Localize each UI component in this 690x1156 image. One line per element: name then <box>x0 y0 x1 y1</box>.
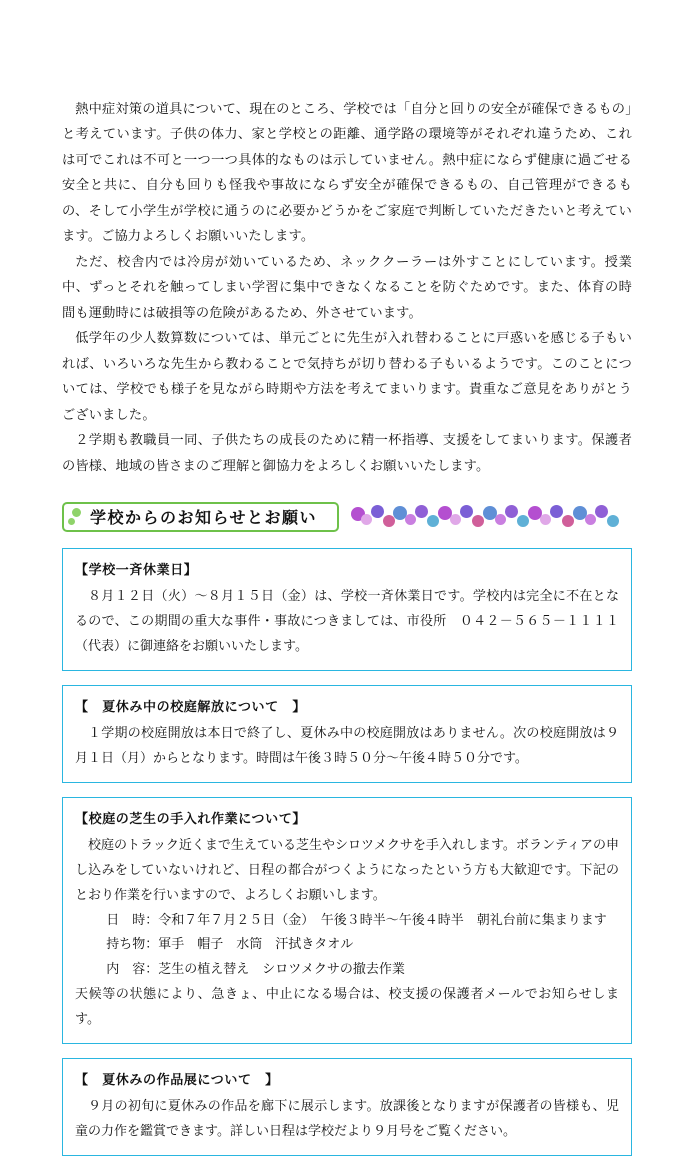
notice-title: 【校庭の芝生の手入れ作業について】 <box>75 810 306 826</box>
notice-detail-line: 日 時：令和７年７月２５日（金） 午後３時半～午後４時半 朝礼台前に集まります <box>106 911 607 927</box>
notice-box-school-closure <box>62 548 632 671</box>
notice-footer: 天候等の状態により、急きょ、中止になる場合は、校支援の保護者メールでお知らせします。 <box>75 986 619 1027</box>
notice-body: 校庭のトラック近くまで生えている芝生やシロツメクサを手入れします。ボランティアの申し込みをしていないけれど、日程の都合がつくようになったという方も大歓迎です。下記のとおり作業を行いますので、よろしくお願いします。 <box>75 836 619 902</box>
notice-box-art-exhibition <box>62 1058 632 1156</box>
notice-body: ９月の初旬に夏休みの作品を廊下に展示します。放課後となりますが保護者の皆様も、児童の力作を鑑賞できます。詳しい日程は学校だより９月号をご覧ください。 <box>75 1098 619 1139</box>
notice-title: 【学校一斉休業日】 <box>75 562 198 578</box>
section-banner <box>62 500 632 534</box>
notice-body: ８月１２日（火）～８月１５日（金）は、学校一斉休業日です。学校内は完全に不在となるので、この期間の重大な事件・事故につきましては、市役所 ０４２－５６５－１１１１（代表）に御連絡をお願いいたします。 <box>75 587 619 653</box>
intro-paragraph-1: 熱中症対策の道具について、現在のところ、学校では「自分と回りの安全が確保できるもの」と考えています。子供の体力、家と学校との距離、通学路の環境等がそれぞれ違うため、これは可でこれは不可と一つ一つ具体的なものは示していません。熱中症にならず健康に過ごせる安全と共に、自分も回りも怪我や事故にならず安全が確保できるもの、自己管理ができるもの、そして小学生が学校に通うのに必要かどうかをご家庭で判断していただきたいと考えています。ご協力よろしくお願いいたします。 <box>62 101 632 244</box>
intro-paragraph-2: ただ、校舎内では冷房が効いているため、ネッククーラーは外すことにしています。授業中、ずっとそれを触ってしまい学習に集中できなくなることを防ぐためです。また、体育の時間も運動時には破損等の危険があるため、外させています。 <box>62 253 632 320</box>
intro-text-block <box>62 96 632 478</box>
notice-detail-line: 持ち物：軍手 帽子 水筒 汗拭きタオル <box>106 936 354 952</box>
notice-body: １学期の校庭開放は本日で終了し、夏休み中の校庭開放はありません。次の校庭開放は９月１日（月）からとなります。時間は午後３時５０分～午後４時５０分です。 <box>75 724 619 765</box>
notice-box-lawn-maintenance <box>62 797 632 1045</box>
notice-detail-line: 内 容：芝生の植え替え シロツメクサの撤去作業 <box>106 961 405 977</box>
intro-paragraph-4: ２学期も教職員一同、子供たちの成長のために精一杯指導、支援をしてまいります。保護者の皆様、地域の皆さまのご理解と御協力をよろしくお願いいたします。 <box>62 432 632 473</box>
notice-title: 【 夏休みの作品展について 】 <box>75 1072 279 1088</box>
section-banner-title: 学校からのお知らせとお願い <box>62 502 339 532</box>
flower-decoration <box>347 502 632 532</box>
intro-paragraph-3: 低学年の少人数算数については、単元ごとに先生が入れ替わることに戸惑いを感じる子もいれば、いろいろな先生から教わることで気持ちが切り替わる子もいるようです。このことについては、学校でも様子を見ながら時期や方法を考えてまいります。貴重なご意見をありがとうございました。 <box>62 330 632 422</box>
notice-box-schoolyard-opening <box>62 685 632 783</box>
notice-title: 【 夏休み中の校庭解放について 】 <box>75 698 306 714</box>
